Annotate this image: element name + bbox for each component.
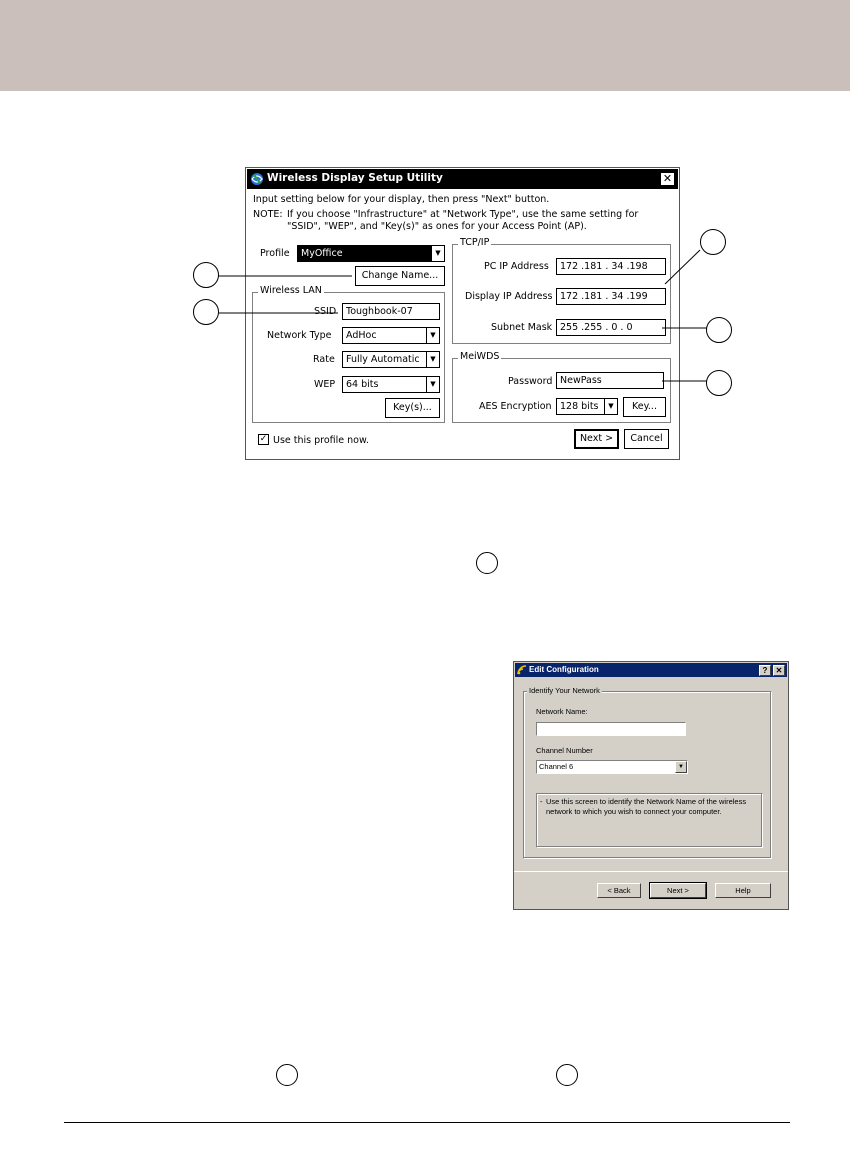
identify-network-group-label: Identify Your Network	[529, 686, 600, 695]
footer-rule	[64, 1122, 790, 1123]
callout-marker-change-name	[193, 262, 219, 288]
wireless-lan-group-label: Wireless LAN	[260, 285, 322, 296]
subnet-mask-input[interactable]: 255 .255 . 0 . 0	[556, 319, 666, 336]
channel-number-value: Channel 6	[539, 762, 574, 771]
profile-value: MyOffice	[301, 248, 343, 259]
edit-configuration-dialog	[513, 661, 789, 910]
change-name-button[interactable]: Change Name...	[355, 266, 445, 286]
next-button[interactable]: Next >	[574, 429, 619, 449]
ssid-label: SSID	[314, 306, 337, 317]
password-label: Password	[508, 376, 553, 387]
wireless-signal-icon	[517, 665, 527, 675]
next-button[interactable]: Next >	[650, 883, 706, 898]
close-icon[interactable]: ✕	[773, 665, 785, 676]
channel-number-label: Channel Number	[536, 746, 593, 755]
wep-label: WEP	[314, 379, 336, 390]
rate-label: Rate	[313, 354, 335, 365]
note-line-1: If you choose "Infrastructure" at "Network Type", use the same setting for	[287, 209, 639, 220]
hint-bullet: -	[540, 797, 543, 806]
network-type-label: Network Type	[267, 330, 332, 341]
callout-marker-ip-address	[700, 229, 726, 255]
callout-marker-inline	[276, 1064, 298, 1086]
rate-value: Fully Automatic	[346, 354, 420, 365]
chevron-down-icon[interactable]: ▼	[426, 377, 439, 392]
leader-line-ip-address	[665, 250, 700, 284]
tcpip-group-label: TCP/IP	[460, 237, 490, 248]
close-icon[interactable]: ✕	[660, 172, 675, 186]
password-input[interactable]: NewPass	[556, 372, 664, 389]
pc-ip-input[interactable]: 172 .181 . 34 .198	[556, 258, 666, 275]
aes-encryption-value: 128 bits	[560, 401, 599, 412]
chevron-down-icon[interactable]: ▼	[675, 761, 687, 773]
network-type-value: AdHoc	[346, 330, 377, 341]
callout-marker-ssid	[193, 299, 219, 325]
profile-label: Profile	[260, 248, 290, 259]
help-button[interactable]: Help	[715, 883, 771, 898]
help-icon[interactable]: ?	[759, 665, 771, 676]
callout-marker-inline	[556, 1064, 578, 1086]
button-divider	[514, 871, 788, 872]
callout-marker-inline	[476, 552, 498, 574]
meiwds-group-label: MeiWDS	[460, 351, 500, 362]
aes-encryption-label: AES Encryption	[479, 401, 552, 412]
back-button[interactable]: < Back	[597, 883, 641, 898]
wep-value: 64 bits	[346, 379, 379, 390]
callout-marker-password	[706, 370, 732, 396]
network-name-input[interactable]	[536, 722, 686, 736]
keys-button[interactable]: Key(s)...	[385, 398, 440, 418]
chevron-down-icon[interactable]: ▼	[426, 328, 439, 343]
note-prefix: NOTE:	[253, 209, 283, 220]
network-name-label: Network Name:	[536, 707, 588, 716]
use-profile-checkbox[interactable]: ✓	[259, 434, 268, 444]
channel-number-select[interactable]	[536, 760, 688, 774]
instruction-text: Input setting below for your display, then press "Next" button.	[253, 194, 550, 205]
chevron-down-icon[interactable]: ▼	[426, 352, 439, 367]
chevron-down-icon[interactable]: ▼	[604, 399, 617, 414]
key-button[interactable]: Key...	[623, 397, 666, 417]
edit-configuration-titlebar	[515, 663, 787, 677]
setup-utility-title: Wireless Display Setup Utility	[267, 172, 443, 184]
chevron-down-icon[interactable]: ▼	[431, 246, 444, 261]
use-profile-label: Use this profile now.	[273, 435, 369, 446]
display-ip-label: Display IP Address	[465, 291, 553, 302]
cancel-button[interactable]: Cancel	[624, 429, 669, 449]
note-line-2: "SSID", "WEP", and "Key(s)" as ones for your Access Point (AP).	[287, 221, 587, 232]
callout-marker-subnet-mask	[706, 317, 732, 343]
pc-ip-label: PC IP Address	[484, 261, 549, 272]
hint-text-line-1: Use this screen to identify the Network Name of the wireless	[546, 797, 747, 806]
edit-configuration-title: Edit Configuration	[529, 665, 599, 674]
display-ip-input[interactable]: 172 .181 . 34 .199	[556, 288, 666, 305]
subnet-mask-label: Subnet Mask	[491, 322, 553, 333]
ssid-input[interactable]: Toughbook-07	[342, 303, 440, 320]
hint-text-line-2: network to which you wish to connect your computer.	[546, 807, 722, 816]
